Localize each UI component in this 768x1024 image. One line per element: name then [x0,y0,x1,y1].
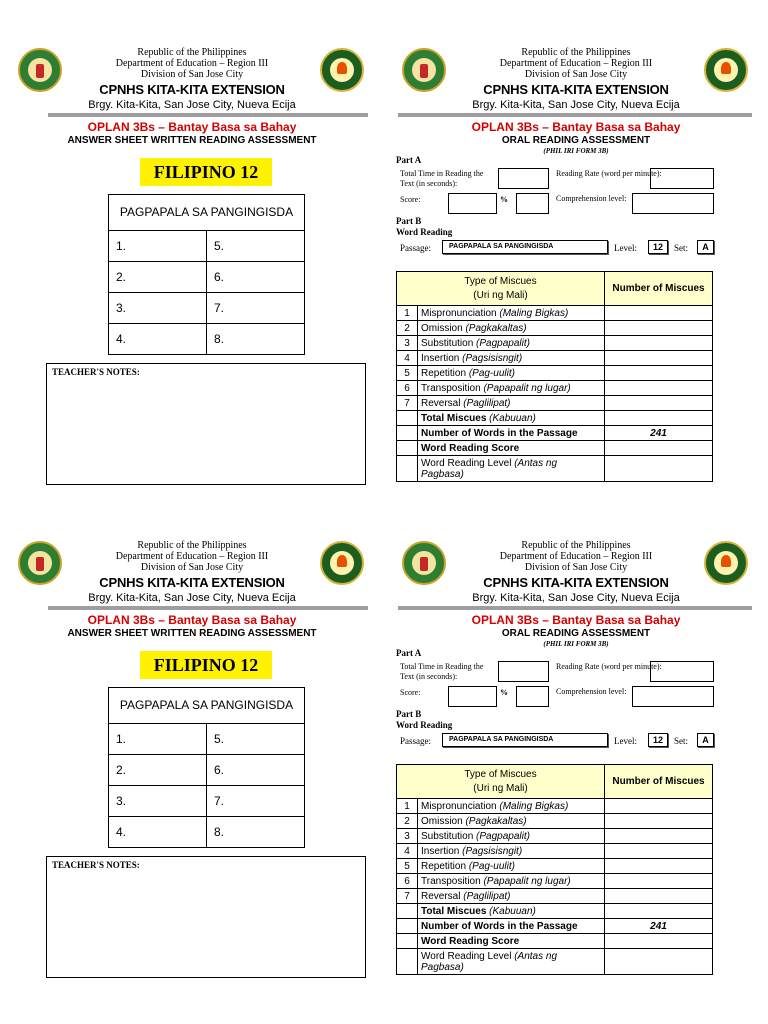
row-number: 6 [397,874,418,889]
answer-cell[interactable]: 6. [207,755,305,786]
row-number: 3 [397,336,418,351]
miscue-label: Insertion [421,352,460,364]
total-time-label: Total Time in Reading the Text (in seconds): [400,662,484,681]
total-row [397,904,713,919]
answer-cell[interactable]: 1. [109,231,207,262]
miscue-count[interactable] [605,814,713,829]
answer-cell[interactable]: 5. [207,724,305,755]
header-divider [48,606,368,610]
table-row [397,874,713,889]
oral-sheet-top [384,44,768,538]
percent-field[interactable] [516,686,549,707]
row-number: 4 [397,351,418,366]
miscue-type [418,874,605,889]
miscue-sub: (Papapalit ng lugar) [483,875,571,887]
miscue-sub: (Pag-uulit) [468,367,515,379]
level-label: Level: [614,736,637,746]
passage-label: Passage: [400,243,431,253]
type-header-label: Type of Miscues [464,768,537,780]
level-row-sub: (Antas ng Pagbasa) [421,950,558,973]
deped-seal-icon [402,541,446,585]
miscue-sub: (Pagkakaltas) [465,322,527,334]
republic-line: Republic of the Philippines [521,47,631,58]
miscue-type [418,844,605,859]
answer-cell[interactable]: 7. [207,293,305,324]
words-label: Number of Words in the Passage [418,919,605,934]
answer-sheet-top [0,44,384,538]
miscue-sub: (Maling Bigkas) [499,800,569,812]
total-row [397,411,713,426]
percent-sign: % [500,688,508,697]
miscue-type [418,336,605,351]
teachers-notes-box[interactable] [46,856,366,978]
percent-field[interactable] [516,193,549,214]
miscue-label: Mispronunciation [421,307,497,319]
miscue-sub: (Pagpapalit) [476,337,530,349]
words-row [397,426,713,441]
words-row [397,919,713,934]
republic-line: Republic of the Philippines [137,540,247,551]
level-row-label: Word Reading Level [421,950,512,962]
passage-field[interactable]: PAGPAPALA SA PANGINGISDA [442,733,608,747]
table-row [397,321,713,336]
score-label: Score: [400,688,421,697]
header [0,537,384,604]
deped-seal-icon [18,48,62,92]
form-label: (PHIL IRI FORM 3B) [543,147,609,155]
level-label: Level: [614,243,637,253]
word-reading-label: Word Reading [396,227,453,237]
school-seal-icon [320,48,364,92]
comprehension-label: Comprehension level: [556,194,627,203]
passage-caption: PAGPAPALA SA PANGINGISDA [109,195,305,231]
word-reading-score-label: Word Reading Score [418,934,605,949]
department-line: Department of Education – Region III [115,58,269,69]
school-name: CPNHS KITA-KITA EXTENSION [99,575,285,590]
miscue-type [418,306,605,321]
table-row [397,844,713,859]
set-field[interactable]: A [697,733,714,747]
total-count[interactable] [605,411,713,426]
percent-sign: % [500,195,508,204]
reading-rate-label: Reading Rate (word per minute): [556,169,662,178]
division-line: Division of San Jose City [524,562,628,573]
answer-table [108,687,305,848]
miscue-sub: (Papapalit ng lugar) [483,382,571,394]
passage-caption: PAGPAPALA SA PANGINGISDA [109,688,305,724]
passage-label: Passage: [400,736,431,746]
answer-sheet-bottom [0,537,384,1024]
table-row [397,829,713,844]
miscue-count[interactable] [605,874,713,889]
header [0,44,384,111]
total-label: Total Miscues [421,905,487,917]
miscue-count[interactable] [605,381,713,396]
level-field[interactable]: 12 [648,733,668,747]
school-address: Brgy. Kita-Kita, San Jose City, Nueva Ecija [88,592,296,604]
miscue-label: Omission [421,815,463,827]
department-line: Department of Education – Region III [499,58,653,69]
total-time-field[interactable] [498,661,549,682]
school-name: CPNHS KITA-KITA EXTENSION [483,82,669,97]
answer-cell[interactable]: 8. [207,324,305,355]
miscue-type [418,889,605,904]
miscue-count[interactable] [605,336,713,351]
republic-line: Republic of the Philippines [521,540,631,551]
total-sub: (Kabuuan) [489,905,536,917]
miscue-sub: (Pagsisisngit) [462,845,523,857]
total-time-label: Total Time in Reading the Text (in seconds): [400,169,484,188]
miscue-label: Repetition [421,860,467,872]
answer-cell[interactable]: 4. [109,817,207,848]
word-reading-score[interactable] [605,441,713,456]
table-row [397,381,713,396]
oplan-title: OPLAN 3Bs – Bantay Basa sa Bahay [471,613,681,627]
total-count[interactable] [605,904,713,919]
score-row [397,441,713,456]
oplan-title: OPLAN 3Bs – Bantay Basa sa Bahay [87,613,297,627]
answer-cell[interactable]: 3. [109,786,207,817]
miscues-table [396,271,713,482]
miscue-sub: (Pagsisisngit) [462,352,523,364]
score-row [397,934,713,949]
word-reading-level [418,456,605,482]
table-row [397,814,713,829]
type-header [397,272,605,306]
answer-cell[interactable]: 1. [109,724,207,755]
miscue-label: Transposition [421,875,481,887]
miscue-label: Insertion [421,845,460,857]
oral-sheet-title: ORAL READING ASSESSMENT [501,628,651,639]
level-row [397,949,713,975]
part-b-label: Part B [396,216,422,226]
miscue-count[interactable] [605,829,713,844]
miscue-label: Substitution [421,830,474,842]
deped-seal-icon [18,541,62,585]
row-number: 1 [397,799,418,814]
comprehension-label: Comprehension level: [556,687,627,696]
oral-sheet-bottom [384,537,768,1024]
word-reading-level [418,949,605,975]
miscue-type [418,859,605,874]
total-time-field[interactable] [498,168,549,189]
republic-line: Republic of the Philippines [137,47,247,58]
miscue-count[interactable] [605,306,713,321]
answer-sheet-title: ANSWER SHEET WRITTEN READING ASSESSMENT [67,135,317,146]
reading-rate-field[interactable] [650,168,714,189]
set-label: Set: [674,243,689,253]
table-row [397,396,713,411]
row-number: 6 [397,381,418,396]
miscue-type [418,814,605,829]
type-header [397,765,605,799]
total-miscues [418,411,605,426]
teachers-notes-box[interactable] [46,363,366,485]
row-number: 1 [397,306,418,321]
answer-cell[interactable]: 2. [109,755,207,786]
subject-label: FILIPINO 12 [140,158,272,186]
row-number: 4 [397,844,418,859]
row-number: 2 [397,814,418,829]
answer-cell[interactable]: 4. [109,324,207,355]
row-number: 5 [397,366,418,381]
reading-rate-field[interactable] [650,661,714,682]
part-b-label: Part B [396,709,422,719]
miscue-sub: (Paglilipat) [463,397,511,409]
department-line: Department of Education – Region III [115,551,269,562]
level-row [397,456,713,482]
division-line: Division of San Jose City [524,69,628,80]
deped-seal-icon [402,48,446,92]
miscue-sub: (Pagpapalit) [476,830,530,842]
school-seal-icon [704,48,748,92]
row-number: 5 [397,859,418,874]
miscue-type [418,799,605,814]
miscue-count[interactable] [605,351,713,366]
miscue-sub: (Pagkakaltas) [465,815,527,827]
total-sub: (Kabuuan) [489,412,536,424]
oplan-title: OPLAN 3Bs – Bantay Basa sa Bahay [471,120,681,134]
table-row [397,799,713,814]
header-divider [48,113,368,117]
words-value: 241 [605,426,713,441]
answer-cell[interactable]: 7. [207,786,305,817]
miscue-count[interactable] [605,889,713,904]
subject-label: FILIPINO 12 [140,651,272,679]
school-address: Brgy. Kita-Kita, San Jose City, Nueva Ecija [88,99,296,111]
miscue-count[interactable] [605,859,713,874]
table-row [397,306,713,321]
row-number: 2 [397,321,418,336]
miscue-type [418,829,605,844]
part-a-label: Part A [396,155,422,165]
total-label: Total Miscues [421,412,487,424]
division-line: Division of San Jose City [140,69,244,80]
miscue-count[interactable] [605,321,713,336]
school-name: CPNHS KITA-KITA EXTENSION [483,575,669,590]
form-label: (PHIL IRI FORM 3B) [543,640,609,648]
miscue-label: Substitution [421,337,474,349]
miscue-label: Repetition [421,367,467,379]
miscue-type [418,366,605,381]
teachers-notes-label: TEACHER'S NOTES: [52,860,140,870]
division-line: Division of San Jose City [140,562,244,573]
answer-cell[interactable]: 6. [207,262,305,293]
header [384,537,768,604]
school-address: Brgy. Kita-Kita, San Jose City, Nueva Ecija [472,592,680,604]
number-header: Number of Miscues [605,765,713,799]
passage-field[interactable]: PAGPAPALA SA PANGINGISDA [442,240,608,254]
reading-rate-label: Reading Rate (word per minute): [556,662,662,671]
type-header-sub: (Uri ng Mali) [473,782,528,794]
type-header-label: Type of Miscues [464,275,537,287]
miscue-sub: (Paglilipat) [463,890,511,902]
word-reading-label: Word Reading [396,720,453,730]
miscue-count[interactable] [605,396,713,411]
miscues-table [396,764,713,975]
teachers-notes-label: TEACHER'S NOTES: [52,367,140,377]
miscue-label: Mispronunciation [421,800,497,812]
miscue-count[interactable] [605,366,713,381]
level-row-label: Word Reading Level [421,457,512,469]
school-name: CPNHS KITA-KITA EXTENSION [99,82,285,97]
words-label: Number of Words in the Passage [418,426,605,441]
oplan-title: OPLAN 3Bs – Bantay Basa sa Bahay [87,120,297,134]
header [384,44,768,111]
miscue-sub: (Pag-uulit) [468,860,515,872]
miscue-type [418,396,605,411]
score-field[interactable] [448,686,497,707]
table-row [397,351,713,366]
miscue-label: Omission [421,322,463,334]
word-reading-score[interactable] [605,934,713,949]
table-row [397,336,713,351]
miscue-label: Reversal [421,397,461,409]
set-label: Set: [674,736,689,746]
school-seal-icon [320,541,364,585]
row-number: 3 [397,829,418,844]
word-reading-level-value[interactable] [605,949,713,975]
table-row [397,889,713,904]
miscue-label: Transposition [421,382,481,394]
header-divider [398,606,752,610]
score-label: Score: [400,195,421,204]
table-row [397,366,713,381]
answer-cell[interactable]: 8. [207,817,305,848]
answer-cell[interactable]: 3. [109,293,207,324]
row-number: 7 [397,396,418,411]
header-divider [398,113,752,117]
part-a-label: Part A [396,648,422,658]
score-field[interactable] [448,193,497,214]
word-reading-level-value[interactable] [605,456,713,482]
school-address: Brgy. Kita-Kita, San Jose City, Nueva Ecija [472,99,680,111]
type-header-sub: (Uri ng Mali) [473,289,528,301]
answer-cell[interactable]: 2. [109,262,207,293]
miscue-count[interactable] [605,844,713,859]
department-line: Department of Education – Region III [499,551,653,562]
school-seal-icon [704,541,748,585]
answer-cell[interactable]: 5. [207,231,305,262]
word-reading-score-label: Word Reading Score [418,441,605,456]
set-field[interactable]: A [697,240,714,254]
level-row-sub: (Antas ng Pagbasa) [421,457,558,480]
total-miscues [418,904,605,919]
words-value: 241 [605,919,713,934]
comprehension-field[interactable] [632,686,714,707]
miscue-type [418,351,605,366]
miscue-sub: (Maling Bigkas) [499,307,569,319]
oral-sheet-title: ORAL READING ASSESSMENT [501,135,651,146]
answer-table [108,194,305,355]
miscue-type [418,381,605,396]
number-header: Number of Miscues [605,272,713,306]
miscue-label: Reversal [421,890,461,902]
row-number: 7 [397,889,418,904]
miscue-count[interactable] [605,799,713,814]
miscue-type [418,321,605,336]
level-field[interactable]: 12 [648,240,668,254]
answer-sheet-title: ANSWER SHEET WRITTEN READING ASSESSMENT [67,628,317,639]
comprehension-field[interactable] [632,193,714,214]
table-row [397,859,713,874]
